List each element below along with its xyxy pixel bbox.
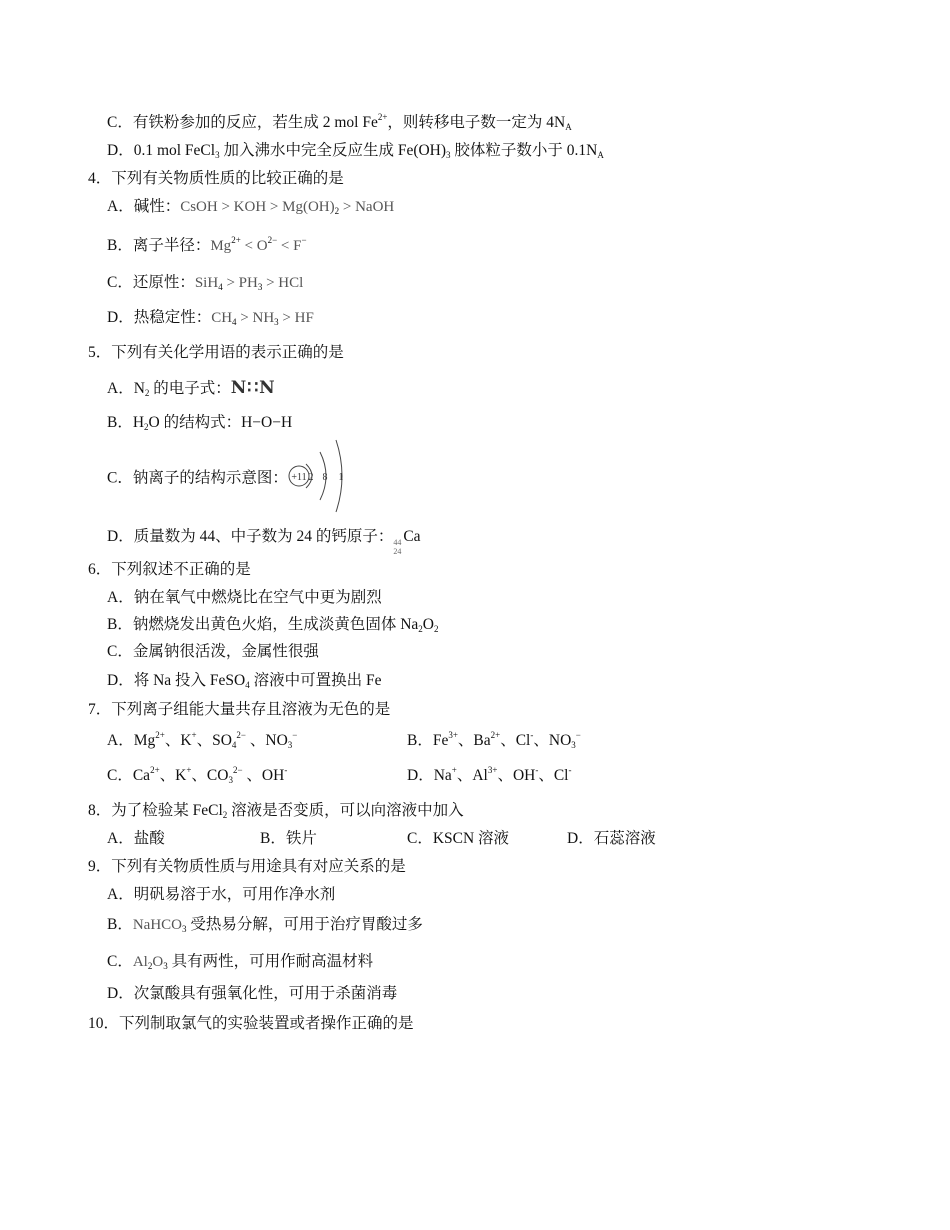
text: C．Ca (107, 767, 151, 784)
formula-text: > HCl (262, 275, 304, 291)
subscript: 3 (228, 775, 233, 785)
answer-option (107, 829, 165, 849)
question-stem (88, 857, 406, 877)
superscript: 2+ (490, 730, 501, 740)
text: O 的结构式：H−O−H (148, 414, 293, 431)
superscript: 2− (267, 235, 278, 245)
text: C．有铁粉参加的反应，若生成 2 mol Fe (107, 114, 378, 131)
question-stem (88, 1014, 414, 1034)
subscript: 4 (245, 680, 250, 690)
subscript: 3 (287, 740, 293, 750)
answer-option (107, 588, 382, 608)
superscript: 3+ (448, 730, 458, 740)
shell-electron-count: 2 (308, 472, 314, 483)
text: 、CO (191, 767, 229, 784)
text: D．0.1 mol FeCl (107, 142, 216, 159)
superscript: − (301, 235, 307, 245)
text: 溶液中可置换出 Fe (249, 672, 382, 689)
text: 、NO (533, 732, 572, 749)
superscript: + (186, 765, 192, 775)
atom-structure-diagram (288, 438, 358, 520)
text: 8．为了检验某 FeCl (88, 802, 223, 819)
superscript: + (191, 730, 197, 740)
text: B．H (107, 414, 145, 431)
shell-electron-count: 8 (322, 472, 328, 483)
text: C．KSCN 溶液 (407, 830, 510, 847)
formula-text: < O (240, 238, 268, 254)
text: 5．下列有关化学用语的表示正确的是 (88, 344, 344, 361)
subscript: 2 (418, 624, 423, 634)
text: 受热易分解，可用于治疗胃酸过多 (186, 916, 423, 933)
superscript: - (568, 765, 572, 775)
text: 的电子式： (149, 380, 231, 397)
answer-option (107, 984, 397, 1004)
answer-option (107, 915, 423, 935)
answer-option (107, 615, 439, 635)
subscript: 4 (218, 282, 223, 292)
formula-text: < F (277, 238, 302, 254)
subscript: 4 (231, 740, 237, 750)
text: 4．下列有关物质性质的比较正确的是 (88, 170, 344, 187)
text: 加入沸水中完全反应生成 Fe(OH) (219, 142, 447, 159)
text: 、K (159, 767, 187, 784)
superscript: 3+ (487, 765, 498, 775)
subscript: A (597, 150, 604, 160)
subscript: 3 (446, 150, 451, 160)
text: A．钠在氧气中燃烧比在空气中更为剧烈 (107, 589, 382, 606)
text: C．金属钠很活泼，金属性很强 (107, 643, 319, 660)
answer-option (107, 113, 572, 133)
text: B．Fe (407, 732, 449, 749)
answer-option (107, 885, 335, 905)
question-stem (88, 801, 464, 821)
text: D．石蕊溶液 (567, 830, 656, 847)
formula-text: > NH (236, 310, 275, 326)
superscript: - (530, 730, 534, 740)
answer-option (107, 308, 314, 328)
superscript: - (284, 765, 288, 775)
text: C．还原性： (107, 274, 195, 291)
answer-option (107, 197, 394, 217)
answer-option (107, 236, 307, 256)
text: ，则转移电子数一定为 4N (387, 114, 566, 131)
superscript: 2− (236, 730, 246, 740)
atomic-number: 24 (393, 547, 402, 556)
superscript: − (292, 730, 298, 740)
atom-diagram-svg (288, 438, 358, 514)
text: 、K (164, 732, 192, 749)
formula-text: > HF (278, 310, 314, 326)
formula-text: > NaOH (339, 199, 395, 215)
answer-option (107, 766, 287, 786)
text: 9．下列有关物质性质与用途具有对应关系的是 (88, 858, 406, 875)
subscript: 3 (215, 150, 220, 160)
text: 6．下列叙述不正确的是 (88, 561, 251, 578)
subscript: 3 (571, 740, 576, 750)
answer-option (107, 642, 319, 662)
answer-option (107, 527, 421, 556)
subscript: 3 (274, 317, 279, 327)
subscript: 2 (434, 624, 439, 634)
text: 、NO (246, 732, 288, 749)
question-stem (88, 560, 251, 580)
answer-option (107, 952, 373, 972)
mass-number: 44 (393, 538, 402, 547)
superscript: 2− (232, 765, 243, 775)
superscript: − (575, 730, 581, 740)
text: B． (107, 916, 133, 933)
text: 7．下列离子组能大量共存且溶液为无色的是 (88, 701, 391, 718)
answer-option (407, 731, 581, 751)
text: A．明矾易溶于水，可用作净水剂 (107, 886, 336, 903)
answer-option (107, 378, 276, 399)
text: Ca (403, 528, 421, 545)
text: 10．下列制取氯气的实验装置或者操作正确的是 (88, 1015, 414, 1032)
formula-text: NaHCO (132, 917, 183, 933)
answer-option (107, 731, 297, 751)
text: 、Cl (538, 767, 569, 784)
electron-formula: N∷N (230, 378, 276, 398)
answer-option (407, 829, 509, 849)
isotope-notation (393, 538, 401, 556)
answer-option (407, 766, 572, 786)
subscript: 2 (334, 206, 340, 216)
text: A．Mg (107, 732, 156, 749)
answer-option (107, 671, 381, 691)
text: 胶体粒子数小于 0.1N (450, 142, 598, 159)
text: 、OH (242, 767, 285, 784)
text: A．碱性： (107, 198, 181, 215)
subscript: 2 (144, 422, 149, 432)
formula-text: Mg (210, 238, 232, 254)
text: D．次氯酸具有强氧化性，可用于杀菌消毒 (107, 985, 398, 1002)
superscript: 2+ (150, 765, 160, 775)
shell-electron-count: 1 (338, 472, 344, 483)
text: 、OH (497, 767, 536, 784)
question-stem (88, 169, 344, 189)
text: O (422, 616, 434, 633)
nucleus-charge: +11 (291, 472, 307, 483)
text: C． (107, 953, 133, 970)
text: A．N (107, 380, 145, 397)
text: 、SO (196, 732, 232, 749)
subscript: 4 (232, 317, 237, 327)
text: 溶液是否变质，可以向溶液中加入 (227, 802, 464, 819)
question-stem (88, 700, 390, 720)
formula-text: > PH (222, 275, 258, 291)
text: A．盐酸 (107, 830, 165, 847)
answer-option (107, 273, 303, 293)
text: C．钠离子的结构示意图： (107, 469, 288, 487)
formula-text: SiH (194, 275, 219, 291)
text: 、Ba (457, 732, 491, 749)
superscript: 2+ (155, 730, 165, 740)
text: 、Al (456, 767, 488, 784)
subscript: 3 (257, 282, 263, 292)
answer-option (107, 438, 358, 520)
text: D．热稳定性： (107, 309, 212, 326)
formula-text: CH (211, 310, 233, 326)
superscript: 2+ (377, 112, 388, 122)
text: D．将 Na 投入 FeSO (107, 672, 246, 689)
superscript: 2+ (231, 235, 241, 245)
text: D．Na (407, 767, 452, 784)
answer-option (107, 141, 604, 161)
text: 、Cl (500, 732, 531, 749)
subscript: 2 (147, 961, 153, 971)
text: B．钠燃烧发出黄色火焰，生成淡黄色固体 Na (107, 616, 419, 633)
subscript: 2 (222, 810, 228, 820)
superscript: + (451, 765, 457, 775)
text: B．离子半径： (107, 237, 211, 254)
subscript: 3 (163, 961, 168, 971)
answer-option (567, 829, 656, 849)
formula-text: Al (132, 954, 148, 970)
answer-option (260, 829, 317, 849)
subscript: A (565, 122, 572, 132)
superscript: - (535, 765, 539, 775)
text: D．质量数为 44、中子数为 24 的钙原子： (107, 528, 394, 545)
answer-option (107, 413, 292, 433)
formula-text: CsOH > KOH > Mg(OH) (180, 199, 335, 215)
subscript: 2 (144, 388, 150, 398)
subscript: 3 (182, 924, 187, 934)
text: B．铁片 (260, 830, 317, 847)
text: 具有两性，可用作耐高温材料 (167, 953, 374, 970)
formula-text: O (152, 954, 164, 970)
question-stem (88, 343, 344, 363)
